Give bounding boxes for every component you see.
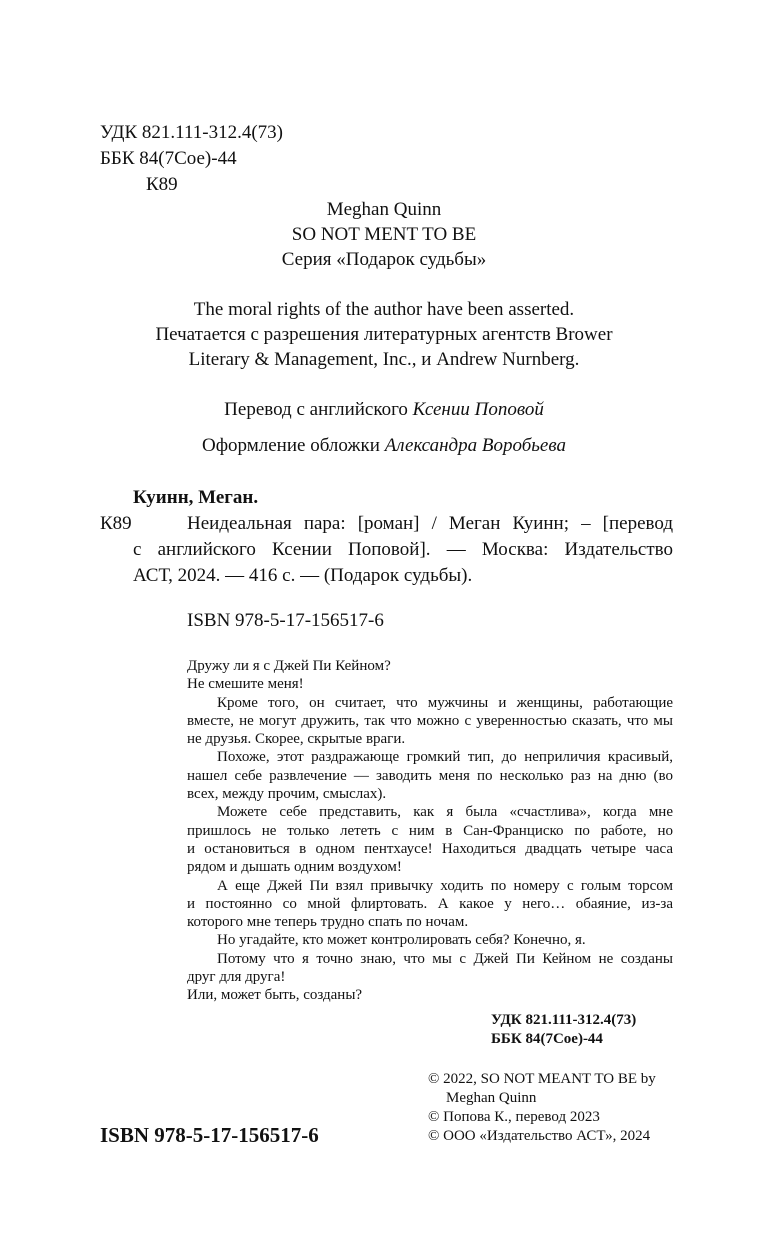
annotation-line: Дружу ли я с Джей Пи Кейном? [187, 658, 391, 674]
cover-designer-name: Александра Воробьева [384, 435, 566, 456]
annotation-line: Кроме того, он считает, что мужчины и женщины, работающие [217, 694, 673, 711]
annotation-line: друг для друга! [187, 969, 286, 986]
entry-line-3: АСТ, 2024. — 416 с. — (Подарок судьбы). [133, 565, 473, 586]
annotation-line: рядом и дышать одним воздухом! [187, 859, 402, 876]
annotation-line: вместе, не могут дружить, так что можно с уверенностью сказать, что мы [187, 712, 673, 729]
cover-credit [0, 433, 768, 459]
entry-heading: Куинн, Меган. [133, 487, 259, 508]
author-mark: К89 [146, 174, 178, 195]
annotation-line: не друзья. Скорее, скрытые враги. [187, 731, 406, 748]
annotation-line: и постоянно со мной флиртовать. А какое у него… обаяние, из-за [187, 895, 673, 912]
entry-author-mark: К89 [100, 513, 132, 534]
annotation-line: А еще Джей Пи взял привычку ходить по номеру с голым торсом [217, 877, 673, 894]
translation-credit [0, 397, 768, 423]
rights-line-3: Literary & Management, Inc., и Andrew Nurnberg. [188, 349, 580, 370]
annotation-line: Можете себе представить, как я была «счастлива», когда мне [217, 804, 673, 821]
entry-line-1: Неидеальная пара: [роман] / Меган Куинн; – [перевод [187, 513, 673, 534]
annotation-line: нашел себе развлечение — заводить меня по несколько раз на дню (во [187, 767, 673, 784]
cover-prefix: Оформление обложки [202, 435, 385, 456]
copyright-line-2: Meghan Quinn [446, 1090, 537, 1106]
annotation-line: и остановиться в одном пентхаусе! Находиться двадцать четыре часа [187, 840, 673, 857]
annotation-line: Не смешите меня! [187, 676, 304, 693]
annotation-line: Похоже, этот раздражающе громкий тип, до неприличия красивый, [217, 749, 673, 766]
footer-isbn: ISBN 978-5-17-156517-6 [100, 1123, 319, 1147]
annotation-line: пришлось не только лететь с ним в Сан-Франциско по работе, но [187, 822, 673, 839]
rights-line-2: Печатается с разрешения литературных агентств Brower [155, 324, 613, 345]
copyright-line-1: © 2022, SO NOT MEANT TO BE by [428, 1071, 656, 1087]
copyright-line-4: © ООО «Издательство АСТ», 2024 [428, 1128, 651, 1144]
annotation-line: Потому что я точно знаю, что мы с Джей Пи Кейном не созданы [217, 950, 673, 967]
entry-line-2: с английского Ксении Поповой]. — Москва: Издательство [133, 539, 673, 560]
annotation [187, 657, 673, 1005]
annotation-line: Или, может быть, созданы? [187, 987, 363, 1004]
footer-udk: УДК 821.111-312.4(73) [491, 1012, 637, 1028]
original-title: SO NOT MENT TO BE [291, 224, 477, 245]
annotation-line: Но угадайте, кто может контролировать себя? Конечно, я. [217, 932, 586, 949]
translator-name: Ксении Поповой [412, 399, 544, 420]
series-name: Серия «Подарок судьбы» [281, 249, 487, 270]
bibliographic-entry [133, 511, 673, 589]
entry-isbn: ISBN 978-5-17-156517-6 [187, 610, 384, 631]
annotation-line: всех, между прочим, смыслах). [187, 786, 387, 803]
footer-bbk: ББК 84(7Сое)-44 [491, 1031, 603, 1047]
copyright-line-3: © Попова К., перевод 2023 [428, 1109, 600, 1125]
udk-code: УДК 821.111-312.4(73) [100, 122, 283, 143]
original-author: Meghan Quinn [326, 199, 442, 220]
bbk-code: ББК 84(7Сое)-44 [100, 148, 237, 169]
rights-line-1: The moral rights of the author have been asserted. [193, 299, 575, 320]
annotation-line: которого мне теперь трудно спать по ночам. [187, 914, 469, 931]
translation-prefix: Перевод с английского [224, 399, 413, 420]
